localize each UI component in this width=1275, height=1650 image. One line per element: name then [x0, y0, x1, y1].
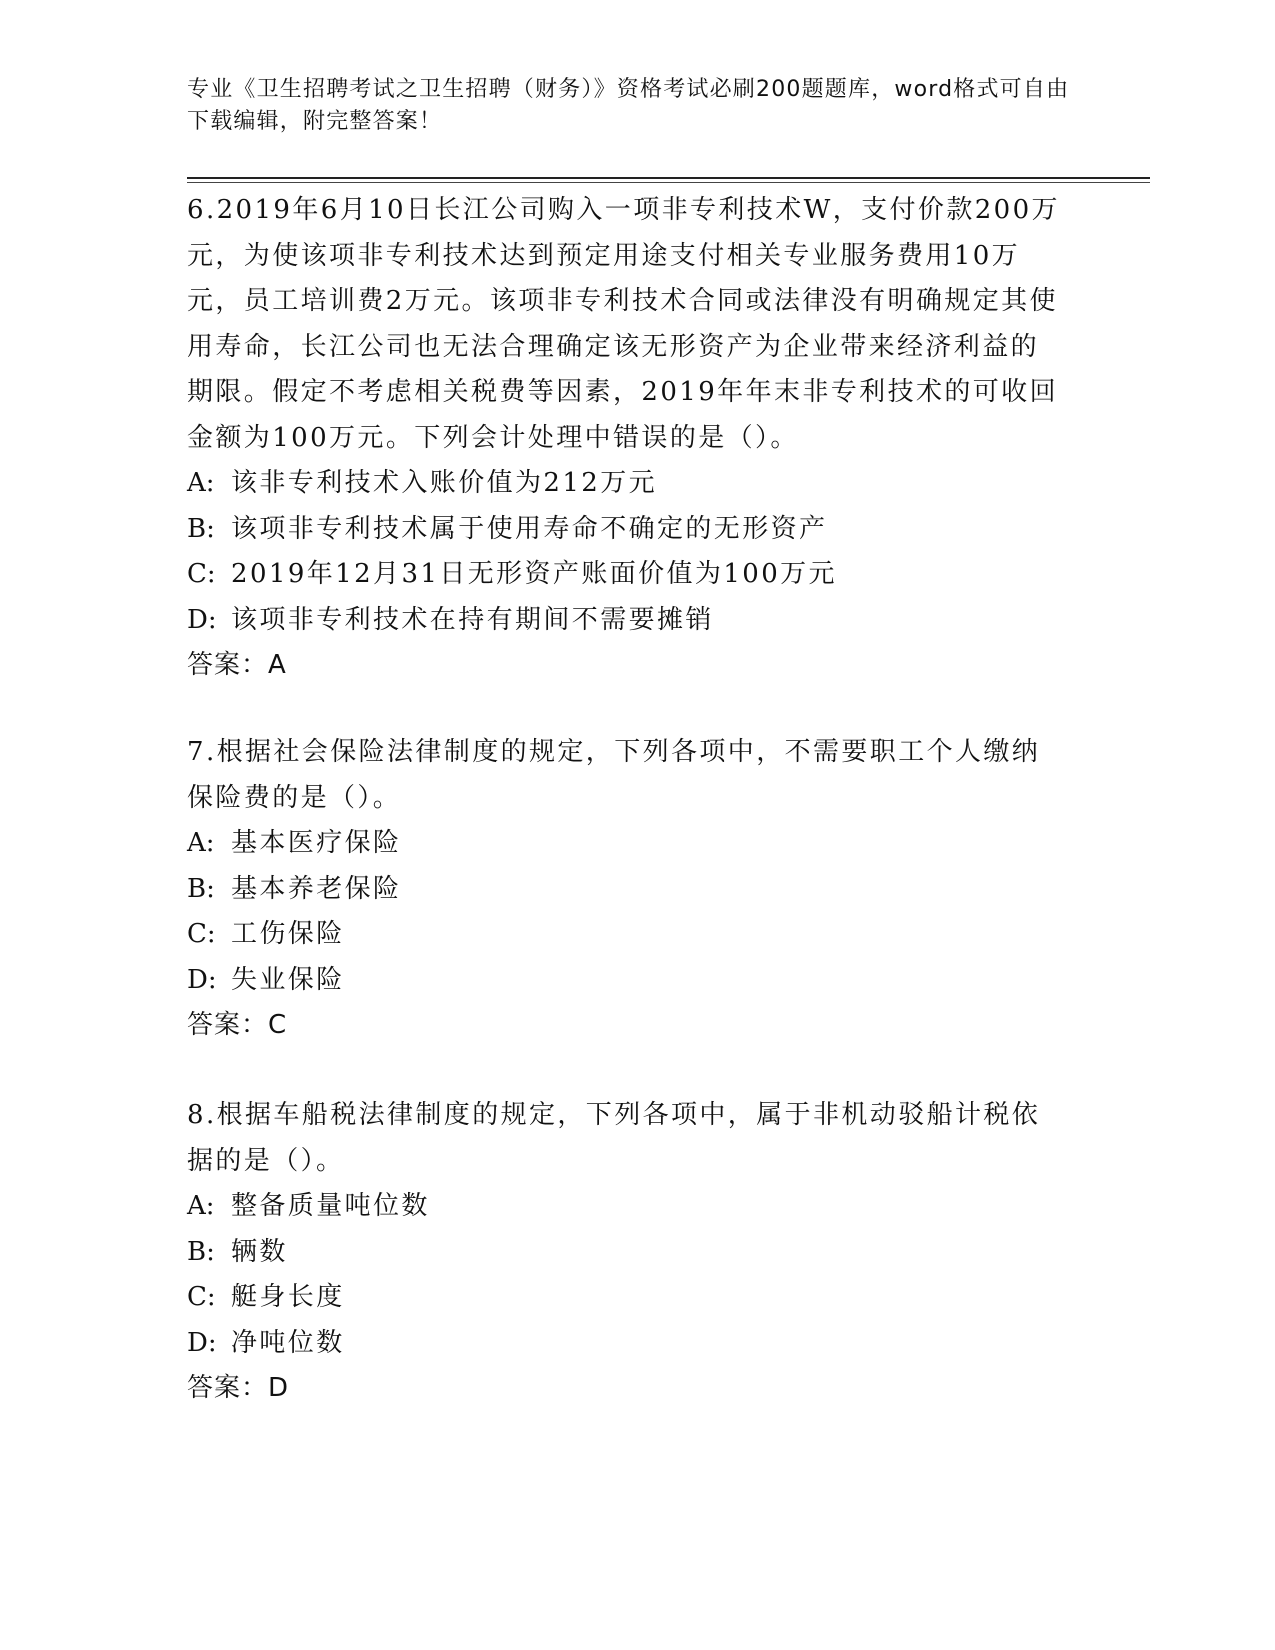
document-header: 专业《卫生招聘考试之卫生招聘（财务）》资格考试必刷200题题库，word格式可自由下载编辑，附完整答案！: [187, 77, 1070, 134]
option-letter: D:: [187, 604, 217, 635]
option-text: 整备质量吨位数: [231, 1191, 430, 1221]
question-6: [187, 188, 1087, 689]
option-letter: B:: [187, 513, 215, 544]
option-letter: C:: [187, 1282, 216, 1312]
option-d: [187, 598, 1087, 644]
question-7: [187, 730, 1087, 1049]
option-text: 该项非专利技术属于使用寿命不确定的无形资产: [231, 513, 828, 544]
option-text: 2019年12月31日无形资产账面价值为100万元: [231, 559, 837, 589]
option-b: [187, 1230, 1087, 1276]
question-stem: 8.根据车船税法律制度的规定，下列各项中，属于非机动驳船计税依据的是（）。: [187, 1100, 1041, 1176]
question-stem: 6.2019年6月10日长江公司购入一项非专利技术W，支付价款200万元，为使该项非专利技术达到预定用途支付相关专业服务费用10万元，员工培训费2万元。该项非专利技术合同或法律没有明确规定其使用寿命，长江公司也无法合理确定该无形资产为企业带来经济利益的期限。假定不考虑相关税费等因素，2019年年末非专利技术的可收回金额为100万元。下列会计处理中错误的是（）。: [187, 195, 1060, 453]
option-letter: B:: [187, 1236, 215, 1267]
option-text: 失业保险: [231, 964, 345, 995]
option-text: 基本医疗保险: [231, 828, 402, 858]
answer-line: 答案：C: [187, 1010, 288, 1040]
option-text: 该项非专利技术在持有期间不需要摊销: [231, 604, 714, 635]
option-b: [187, 507, 1087, 553]
option-text: 工伤保险: [231, 919, 345, 949]
question-stem: 7.根据社会保险法律制度的规定，下列各项中，不需要职工个人缴纳保险费的是（）。: [187, 737, 1041, 813]
option-letter: A:: [187, 1191, 215, 1221]
option-letter: D:: [187, 964, 217, 995]
option-d: [187, 1321, 1087, 1367]
option-c: [187, 552, 1087, 598]
option-a: [187, 1184, 1087, 1230]
option-text: 该非专利技术入账价值为212万元: [231, 468, 658, 498]
option-letter: C:: [187, 919, 216, 949]
option-a: [187, 461, 1087, 507]
option-letter: A:: [187, 468, 215, 498]
option-c: [187, 1275, 1087, 1321]
option-d: [187, 958, 1087, 1004]
answer-line: 答案：D: [187, 1373, 290, 1403]
option-letter: D:: [187, 1327, 217, 1358]
option-b: [187, 867, 1087, 913]
option-c: [187, 912, 1087, 958]
option-text: 艇身长度: [231, 1282, 345, 1312]
option-letter: C:: [187, 559, 216, 589]
question-8: [187, 1093, 1087, 1412]
header-divider-thin: [187, 182, 1150, 183]
option-text: 基本养老保险: [231, 873, 402, 904]
option-letter: B:: [187, 873, 215, 904]
option-a: [187, 821, 1087, 867]
option-text: 辆数: [231, 1236, 288, 1267]
option-letter: A:: [187, 828, 215, 858]
option-text: 净吨位数: [231, 1327, 345, 1358]
header-divider-thick: [187, 177, 1150, 179]
answer-line: 答案：A: [187, 650, 287, 680]
